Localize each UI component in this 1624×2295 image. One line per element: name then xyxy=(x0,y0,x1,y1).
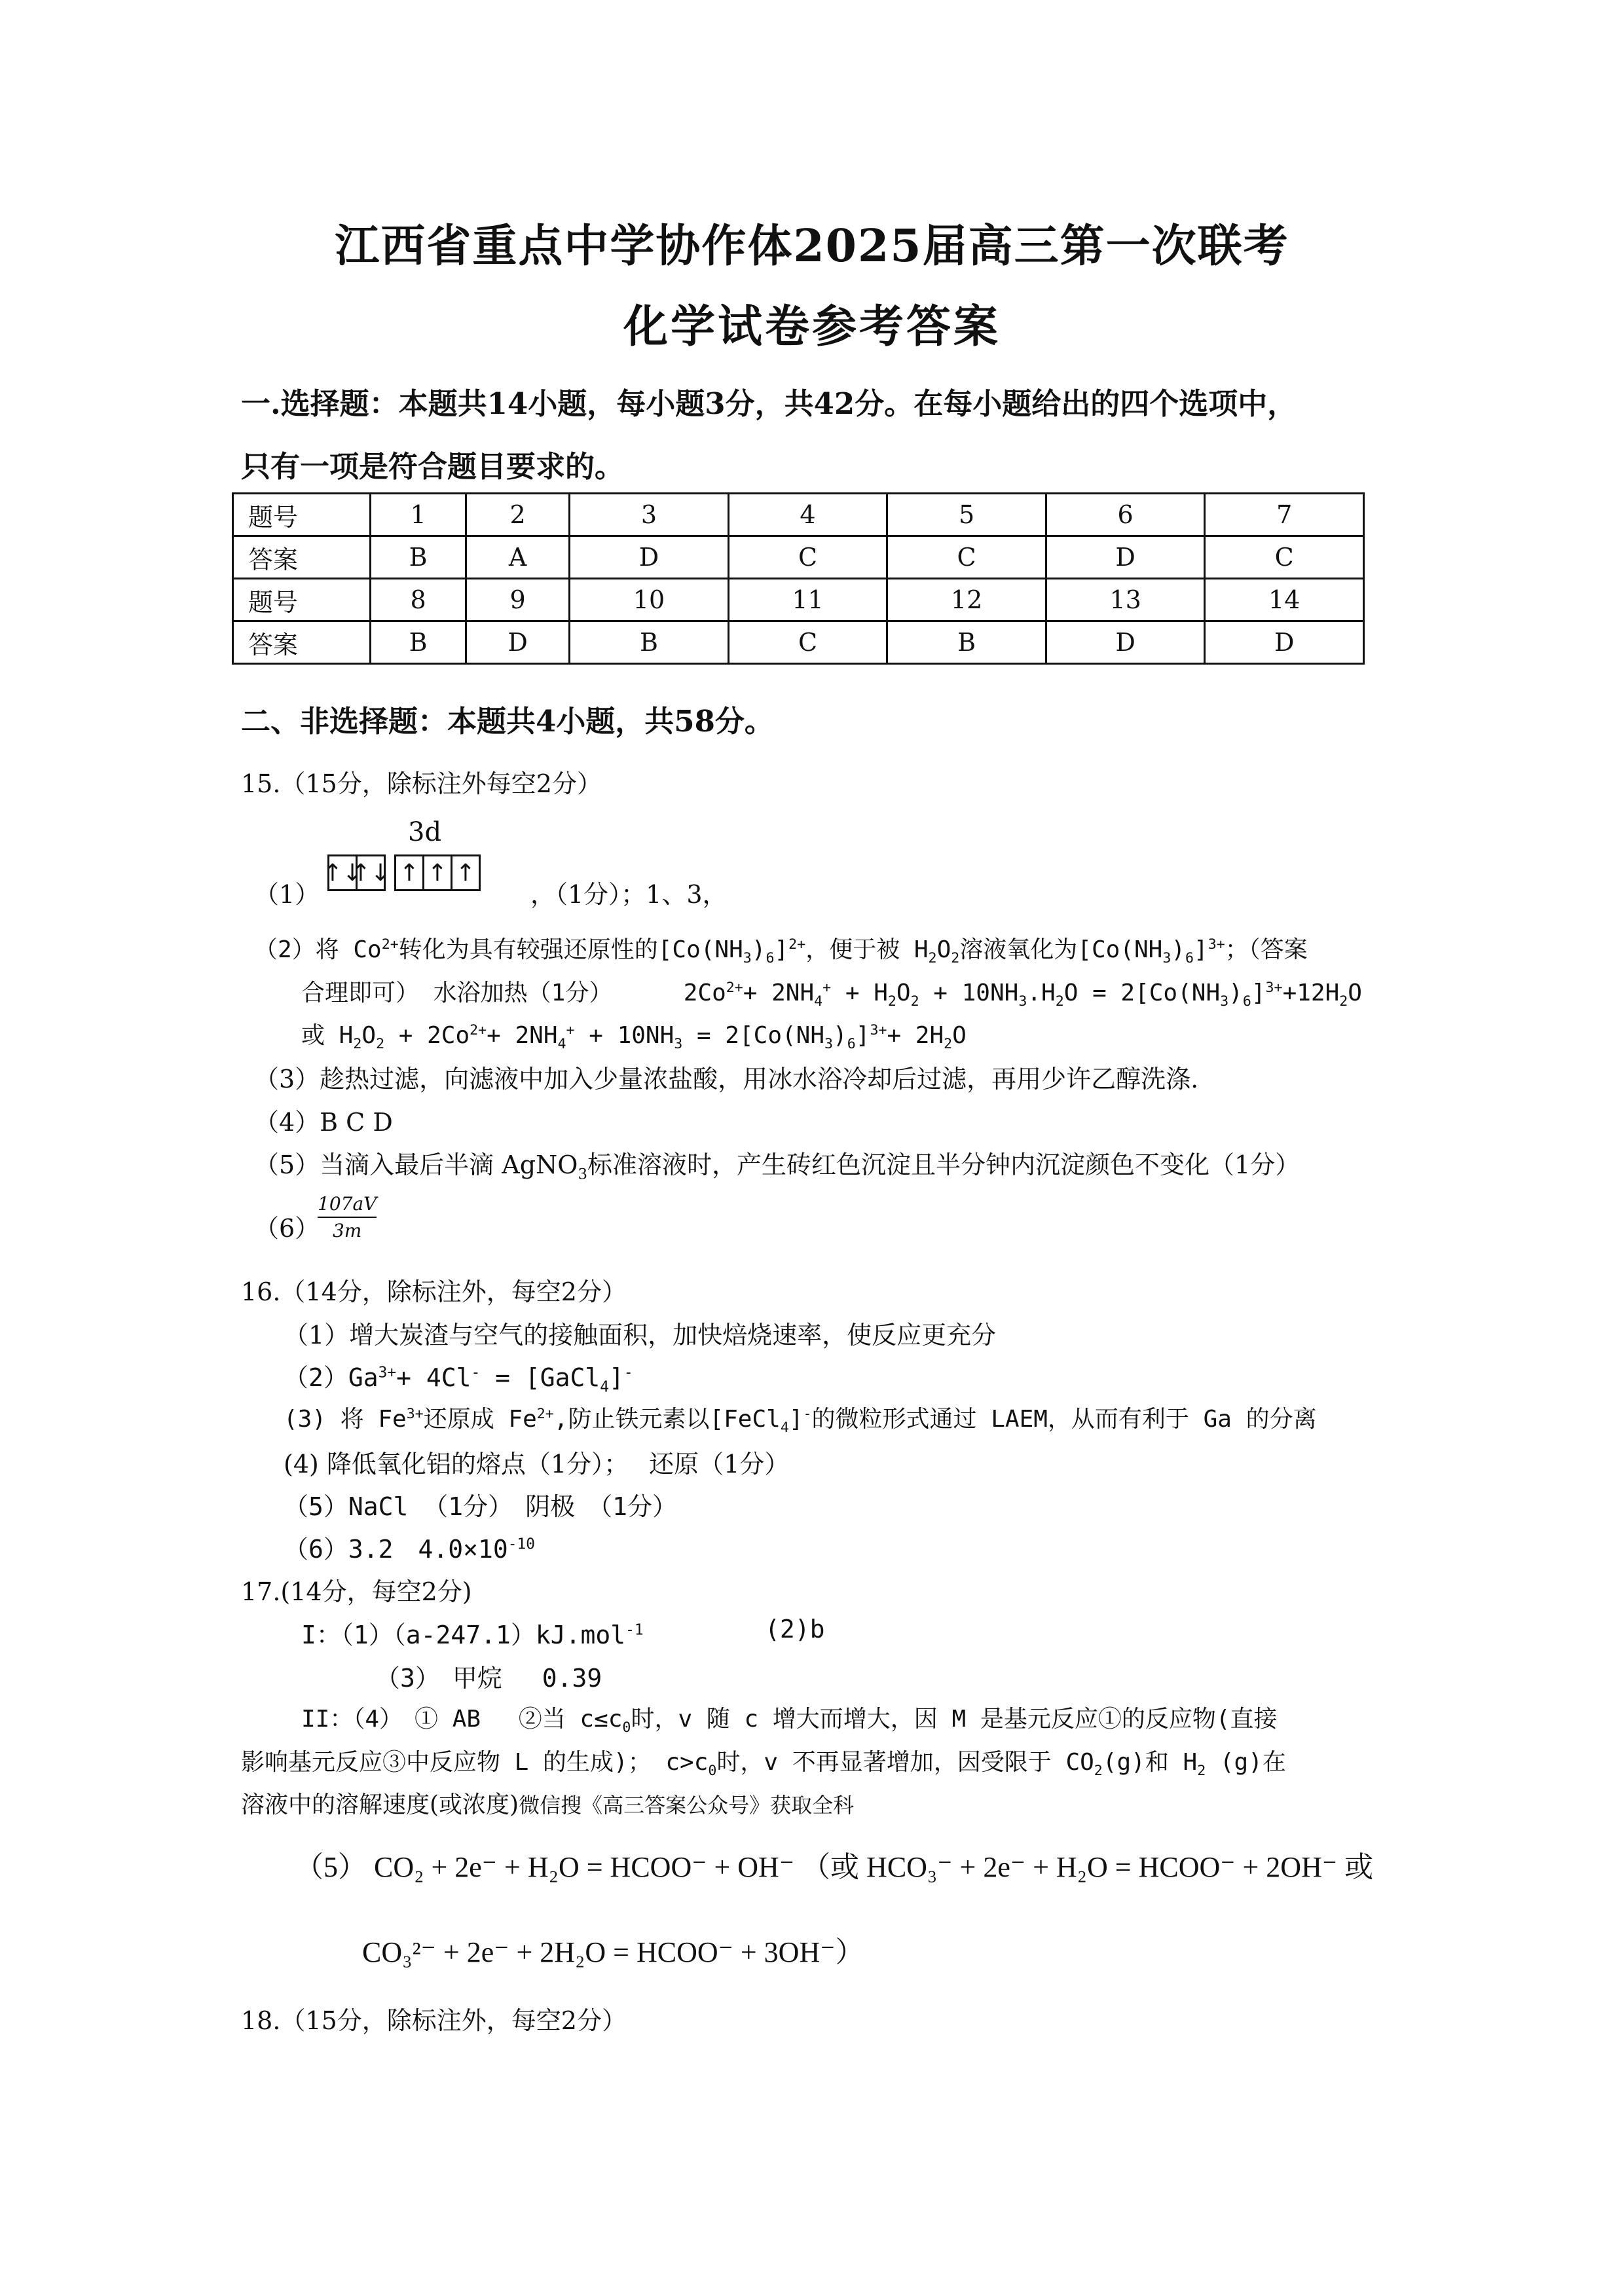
q16-p3: (3) 将 $Fe^{3+}$还原成 $Fe^{2+}$,防止铁元素以[FeCl$_4$]-的微粒形式通过 LAEM，从而有利于 Ga 的分离 xyxy=(284,1406,1317,1437)
q16-p1: （1）增大炭渣与空气的接触面积，加快焙烧速率，使反应更充分 xyxy=(284,1321,997,1349)
table-cell: 1 xyxy=(371,494,466,536)
table-row xyxy=(233,579,1364,621)
q16-p6: （6）3.2 $4.0\times 10^{-10}$ xyxy=(284,1535,535,1564)
q17-i-line1-b: (2)b xyxy=(765,1615,825,1643)
q17-p5-equation-line1: （5） CO₂ + 2e⁻ + H₂O = HCOO⁻ + OH⁻ （或 HCO₃⁻ + 2e⁻ + H₂O = HCOO⁻ + 2OH⁻ 或 xyxy=(295,1851,1374,1883)
table-cell: C xyxy=(887,536,1046,579)
q15-header: 15.（15分，除标注外每空2分） xyxy=(241,769,602,798)
table-cell: 4 xyxy=(728,494,887,536)
table-cell: 9 xyxy=(466,579,570,621)
q16-p4: (4) 降低氧化铝的熔点（1分）； 还原（1分） xyxy=(284,1450,790,1478)
watermark-note: 微信搜《高三答案公众号》获取全科 xyxy=(519,1793,855,1818)
table-cell: 7 xyxy=(1205,494,1364,536)
table-cell: 答案 xyxy=(233,536,371,579)
table-cell: 6 xyxy=(1046,494,1205,536)
q17-ii-line2: 影响基元反应③中反应物 L 的生成)； $c>c_0$时，v 不再显著增加，因受限于 $CO_2(g)$和 $H_2$ (g)在 xyxy=(241,1749,1286,1780)
orbital-box: ↑↓ xyxy=(356,854,386,891)
table-cell: C xyxy=(1205,536,1364,579)
orbital-label: 3d xyxy=(408,817,442,847)
table-cell: C xyxy=(728,621,887,664)
table-cell: 2 xyxy=(466,494,570,536)
q16-p2: $(2)Ga^{3+}+ 4Cl^-$ = [GaCl$_4$]- xyxy=(284,1363,633,1396)
q17-ii-line3: 溶液中的溶解速度(或浓度)微信搜《高三答案公众号》获取全科 xyxy=(241,1791,855,1818)
table-cell: B xyxy=(371,536,466,579)
table-cell: D xyxy=(1046,536,1205,579)
answer-table xyxy=(232,492,1365,665)
table-cell: 13 xyxy=(1046,579,1205,621)
table-cell: 3 xyxy=(570,494,729,536)
q16-p5: （5）NaCl （1分） 阴极 （1分） xyxy=(284,1492,678,1521)
table-row xyxy=(233,494,1364,536)
q15-p2-line1: （2）将 $Co^{2+}$转化为具有较强还原性的$[Co(NH_3)_6]^{2+}$，便于被 $H_2O_2$溶液氧化为$[Co(NH_3)_6]^{3+}$；（答案 xyxy=(254,936,1308,967)
table-cell: 题号 xyxy=(233,579,371,621)
fraction-denominator: 3m xyxy=(332,1220,362,1241)
q16-header: 16.（14分，除标注外，每空2分） xyxy=(241,1277,627,1306)
table-cell: 8 xyxy=(371,579,466,621)
q18-header: 18.（15分，除标注外，每空2分） xyxy=(241,2006,627,2035)
fraction-numerator: 107aV xyxy=(318,1193,377,1215)
orbital-box: ↑↓ xyxy=(327,854,358,891)
q17-i-line1: I：（1）（a-247.1）kJ.mol$^{-1}$ xyxy=(301,1621,644,1649)
q17-p5-equation-line2: CO₃²⁻ + 2e⁻ + 2H₂O = HCOO⁻ + 3OH⁻） xyxy=(362,1936,864,1968)
table-cell: 12 xyxy=(887,579,1046,621)
q15-p3: （3）趁热过滤，向滤液中加入少量浓盐酸，用冰水浴冷却后过滤，再用少许乙醇洗涤. xyxy=(254,1065,1199,1093)
table-cell: C xyxy=(728,536,887,579)
table-row xyxy=(233,621,1364,664)
table-cell: 5 xyxy=(887,494,1046,536)
section1-heading-line2: 只有一项是符合题目要求的。 xyxy=(241,449,625,484)
q15-p2-line2: 合理即可） 水浴加热（1分） $2Co^{2+}+ 2NH_4^+ + H_2O_2 + 10NH_3.H_2O = 2[Co(NH_3)_6]^{3+}+12H_2O$ xyxy=(301,980,1362,1010)
page-title: 江西省重点中学协作体2025届高三第一次联考 xyxy=(335,220,1289,272)
page-subtitle: 化学试卷参考答案 xyxy=(623,301,1001,353)
orbital-box: ↑ xyxy=(422,854,452,891)
table-row xyxy=(233,536,1364,579)
table-cell: B xyxy=(371,621,466,664)
orbital-diagram xyxy=(322,854,481,891)
table-cell: 答案 xyxy=(233,621,371,664)
q15-p4: （4）B C D xyxy=(254,1108,393,1137)
q15-p1-text: ，（1分）；1、3， xyxy=(530,880,728,909)
table-cell: A xyxy=(466,536,570,579)
q17-ii-line1: II：（4） ① AB ②当 $c\le c_0$时，v 随 c 增大而增大，因 M 是基元反应①的反应物(直接 xyxy=(301,1706,1278,1736)
table-cell: D xyxy=(1046,621,1205,664)
q15-p5: （5）当滴入最后半滴 AgNO$_3$标准溶液时，产生砖红色沉淀且半分钟内沉淀颜色不变化（1分） xyxy=(254,1150,1301,1183)
q15-p6-number: （6） xyxy=(254,1214,320,1243)
q17-i-line2: （3） 甲烷 0.39 xyxy=(375,1664,602,1693)
orbital-box: ↑ xyxy=(451,854,481,891)
table-cell: D xyxy=(1205,621,1364,664)
table-cell: 11 xyxy=(728,579,887,621)
table-cell: B xyxy=(570,621,729,664)
table-cell: D xyxy=(466,621,570,664)
q15-p1-number: （1） xyxy=(254,880,320,909)
orbital-box: ↑ xyxy=(394,854,424,891)
table-cell: 14 xyxy=(1205,579,1364,621)
table-cell: 题号 xyxy=(233,494,371,536)
table-cell: 10 xyxy=(570,579,729,621)
section1-heading-line1: 一.选择题：本题共14小题，每小题3分，共42分。在每小题给出的四个选项中， xyxy=(241,386,1297,421)
section2-heading: 二、非选择题：本题共4小题，共58分。 xyxy=(241,704,774,739)
q15-p6-fraction xyxy=(318,1193,377,1241)
q17-header: 17.(14分，每空2分) xyxy=(241,1577,472,1606)
q15-p2-line3: 或 $H_2O_2 + 2Co^{2+}+ 2NH_4^+ + 10NH_3 = 2[Co(NH_3)_6]^{3+}+ 2H_2O$ xyxy=(301,1022,967,1053)
table-cell: B xyxy=(887,621,1046,664)
table-cell: D xyxy=(570,536,729,579)
